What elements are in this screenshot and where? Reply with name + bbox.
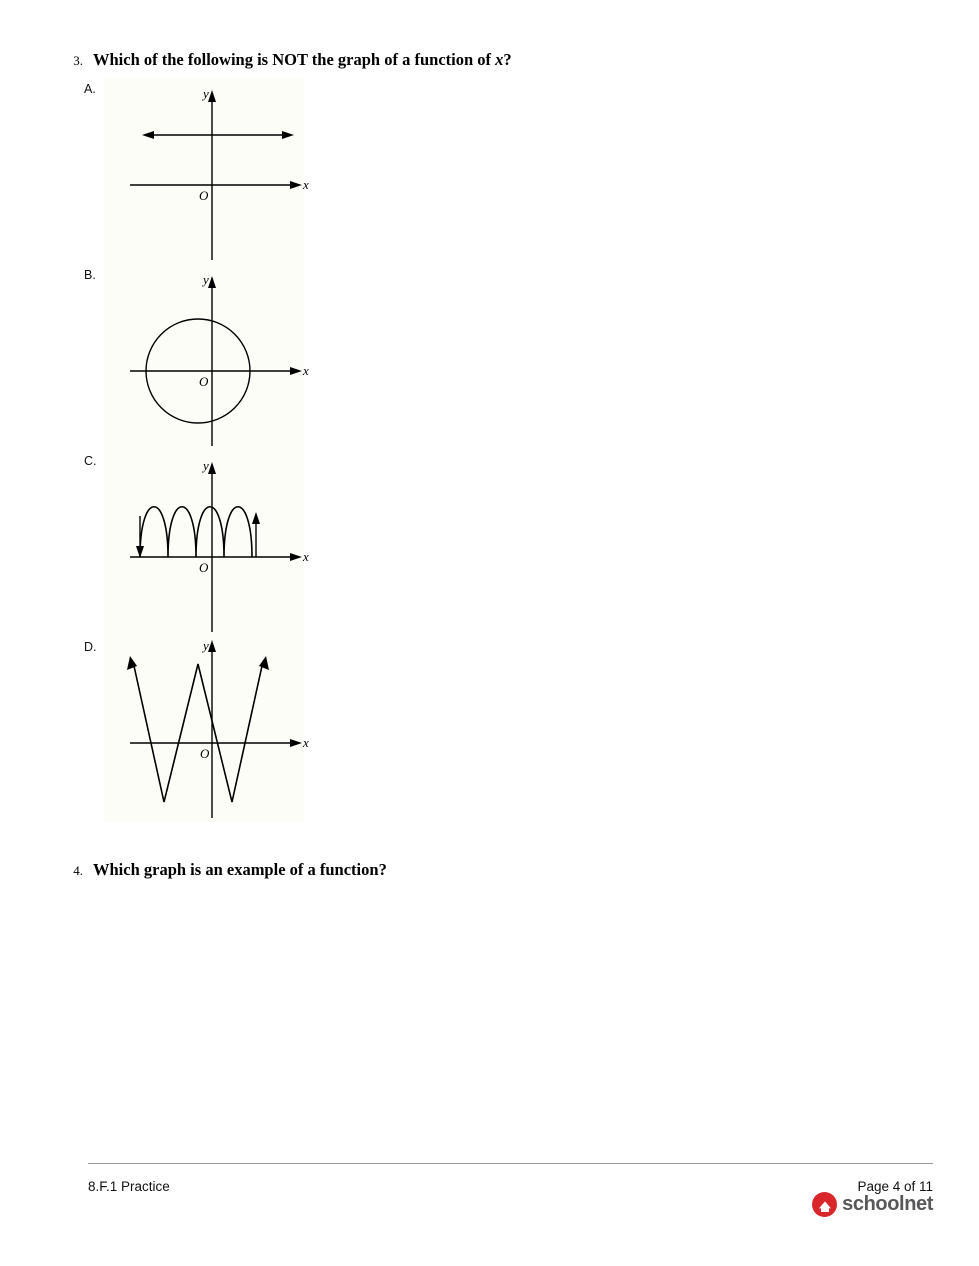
question-3-text-after: ?	[503, 50, 512, 69]
svg-text:y: y	[203, 86, 209, 101]
question-4-number: 4.	[73, 863, 83, 878]
footer-page-number: Page 4 of 11	[857, 1179, 933, 1194]
question-4-text: Which graph is an example of a function?	[93, 860, 387, 879]
svg-text:x: x	[303, 549, 309, 564]
choice-c[interactable]	[84, 450, 314, 636]
answer-choices	[84, 78, 314, 822]
svg-text:x: x	[303, 735, 309, 750]
question-3-number: 3.	[73, 53, 83, 68]
circle-graph	[104, 264, 309, 450]
choice-a[interactable]	[84, 78, 314, 264]
choice-b[interactable]	[84, 264, 314, 450]
choice-d-label: D.	[84, 640, 97, 654]
horizontal-line-graph	[104, 78, 309, 264]
svg-text:y: y	[203, 638, 209, 653]
question-3-text-variable: x	[495, 50, 504, 69]
choice-d[interactable]	[84, 636, 314, 822]
wave-graph	[104, 450, 309, 636]
svg-text:O: O	[200, 746, 210, 761]
schoolnet-logo-text: schoolnet	[842, 1193, 933, 1215]
svg-text:O: O	[199, 560, 209, 575]
svg-text:x: x	[303, 177, 309, 192]
svg-text:x: x	[303, 363, 309, 378]
footer-divider	[88, 1163, 933, 1164]
choice-c-label: C.	[84, 454, 97, 468]
home-icon	[812, 1192, 837, 1217]
svg-text:O: O	[199, 188, 209, 203]
question-3-text-before: Which of the following is NOT the graph of a function of	[93, 50, 496, 69]
question-3-text	[93, 50, 512, 70]
footer-practice-label: 8.F.1 Practice	[88, 1179, 170, 1194]
svg-text:y: y	[203, 272, 209, 287]
question-4	[57, 860, 387, 880]
schoolnet-logo	[812, 1192, 933, 1217]
svg-text:O: O	[199, 374, 209, 389]
question-3	[57, 50, 512, 70]
choice-a-label: A.	[84, 82, 96, 96]
zigzag-w-graph	[104, 636, 309, 822]
svg-text:y: y	[203, 458, 209, 473]
choice-b-label: B.	[84, 268, 96, 282]
